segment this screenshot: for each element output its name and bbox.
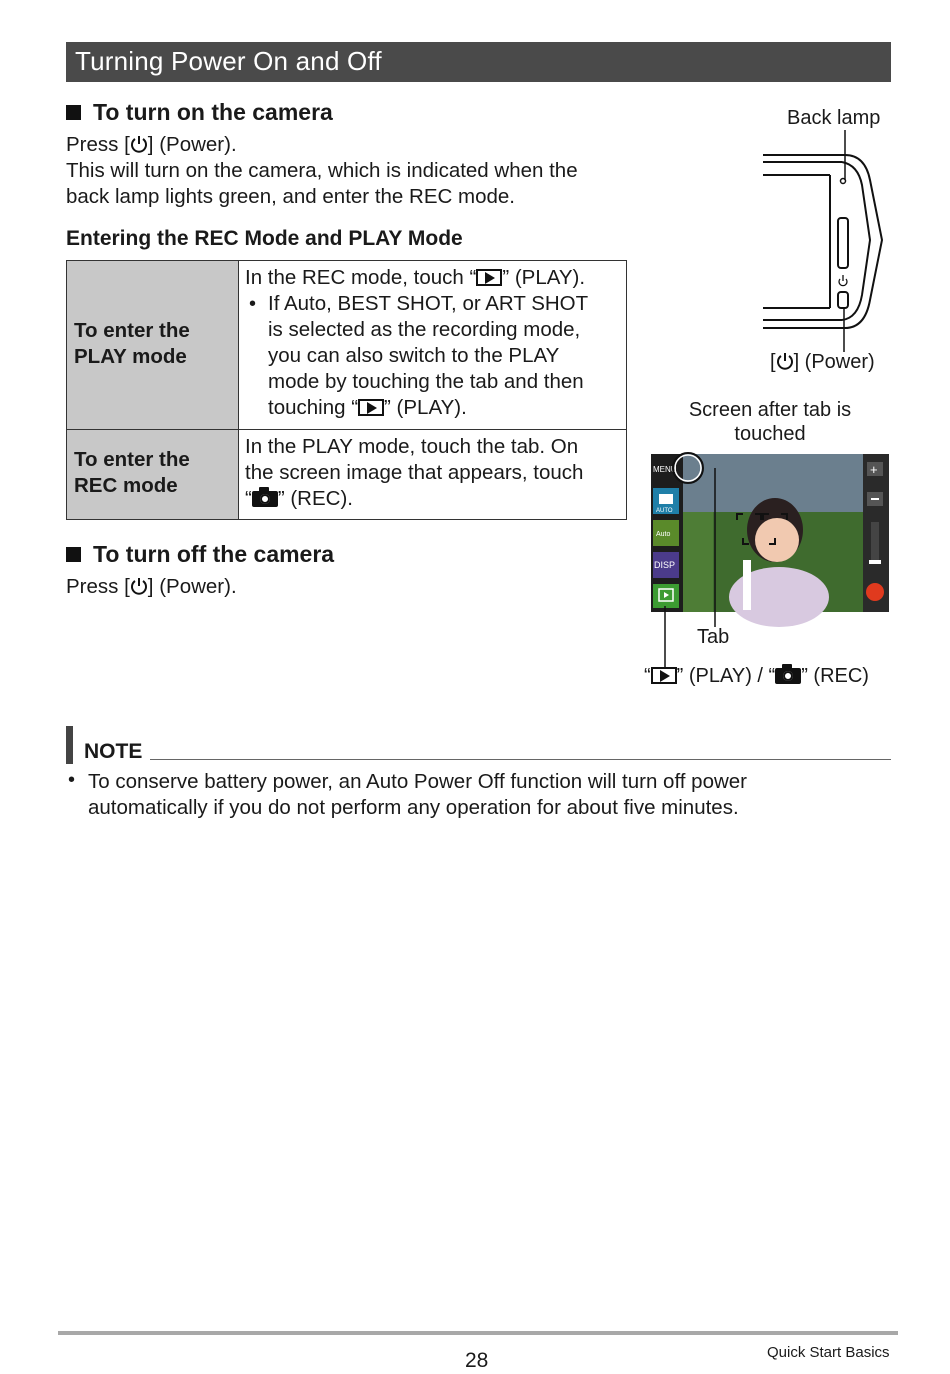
press-prefix: Press [ xyxy=(66,575,130,598)
play-rec-c: ” (REC) xyxy=(801,665,869,687)
play-description-cell xyxy=(245,265,620,421)
play-bullet-line-4: mode by touching the tab and then xyxy=(268,370,584,393)
play-label-line-2: PLAY mode xyxy=(74,345,187,368)
turn-on-line-2: This will turn on the camera, which is indicated when the xyxy=(66,159,578,182)
rec-line-2: the screen image that appears, touch xyxy=(245,461,584,484)
rec-line-3a: “ xyxy=(245,487,252,510)
tab-label: Tab xyxy=(697,626,730,648)
page-title-bar xyxy=(66,42,891,82)
power-icon xyxy=(776,351,794,371)
rec-line-3 xyxy=(245,486,620,512)
bullet-dot: • xyxy=(249,293,257,315)
play-bullet-5b: ” (PLAY). xyxy=(384,396,467,419)
play-rec-label xyxy=(644,664,869,688)
play-line-1b: ” (PLAY). xyxy=(502,266,586,289)
press-prefix: Press [ xyxy=(66,133,130,156)
modes-table xyxy=(66,260,627,520)
camera-icon xyxy=(775,668,801,684)
play-icon xyxy=(358,399,384,416)
note-bar xyxy=(66,726,73,764)
rec-label-line-2: REC mode xyxy=(74,474,178,497)
power-icon xyxy=(130,134,148,154)
note-bullet-dot: • xyxy=(68,769,76,791)
turn-on-heading-text: To turn on the camera xyxy=(93,99,333,125)
note-text xyxy=(88,769,868,821)
table-row-play xyxy=(67,261,626,430)
play-bullet-line-3: you can also switch to the PLAY xyxy=(268,344,560,367)
play-label-line-1: To enter the xyxy=(74,319,190,342)
camera-screen-image xyxy=(651,452,891,692)
back-lamp-label: Back lamp xyxy=(787,107,881,129)
play-label-cell xyxy=(67,261,239,429)
play-bullet-line-1: If Auto, BEST SHOT, or ART SHOT xyxy=(268,292,589,315)
screen-caption-line-2: touched xyxy=(734,423,806,445)
play-icon xyxy=(651,667,677,684)
turn-on-line-1 xyxy=(66,132,626,158)
play-rec-a: “ xyxy=(644,665,651,687)
screen-caption-line-1: Screen after tab is xyxy=(688,399,852,421)
play-bullet-line-5 xyxy=(268,395,620,421)
note-divider xyxy=(150,759,891,760)
turn-off-heading-text: To turn off the camera xyxy=(93,541,335,567)
play-bullet xyxy=(245,291,620,421)
play-bullet-line-2: is selected as the recording mode, xyxy=(268,318,581,341)
press-suffix: ] (Power). xyxy=(147,133,237,156)
press-suffix: ] (Power). xyxy=(147,575,237,598)
play-rec-b: ” (PLAY) / “ xyxy=(676,665,776,687)
note-line-1: To conserve battery power, an Auto Power Off function will turn off power xyxy=(88,770,748,793)
camera-body-diagram xyxy=(760,130,890,352)
power-button-label xyxy=(770,350,875,374)
turn-off-heading xyxy=(66,541,334,568)
screen-auto-text: AUTO xyxy=(656,508,673,514)
play-line-1 xyxy=(245,265,620,291)
page-number: 28 xyxy=(465,1349,489,1372)
screen-menu-text: MENU xyxy=(653,465,677,474)
turn-off-body xyxy=(66,574,237,600)
screen-auto2-text: Auto xyxy=(656,531,671,538)
square-bullet-icon xyxy=(66,547,81,562)
rec-description-cell xyxy=(245,434,620,512)
camera-icon xyxy=(252,491,278,507)
power-label-open: [ xyxy=(770,351,776,373)
modes-heading: Entering the REC Mode and PLAY Mode xyxy=(66,227,463,250)
screen-caption xyxy=(686,398,854,446)
rec-line-1: In the PLAY mode, touch the tab. On xyxy=(245,435,579,458)
play-line-1a: In the REC mode, touch “ xyxy=(245,266,477,289)
turn-on-body xyxy=(66,132,626,210)
power-icon xyxy=(130,576,148,596)
play-icon xyxy=(476,269,502,286)
screen-disp-text: DISP xyxy=(654,560,676,570)
section-name: Quick Start Basics xyxy=(767,1344,890,1361)
rec-label-cell xyxy=(67,430,239,519)
svg-text:+: + xyxy=(870,462,878,477)
play-bullet-5a: touching “ xyxy=(268,396,359,419)
page-title: Turning Power On and Off xyxy=(75,46,382,76)
turn-on-line-3: back lamp lights green, and enter the REC mode. xyxy=(66,185,515,208)
power-label-text: ] (Power) xyxy=(793,351,875,373)
turn-on-heading xyxy=(66,99,333,126)
note-line-2: automatically if you do not perform any operation for about five minutes. xyxy=(88,796,739,819)
note-label: NOTE xyxy=(84,740,143,763)
table-row-rec xyxy=(67,430,626,519)
rec-label-line-1: To enter the xyxy=(74,448,190,471)
square-bullet-icon xyxy=(66,105,81,120)
footer-divider xyxy=(58,1331,898,1335)
rec-line-3b: ” (REC). xyxy=(277,487,353,510)
